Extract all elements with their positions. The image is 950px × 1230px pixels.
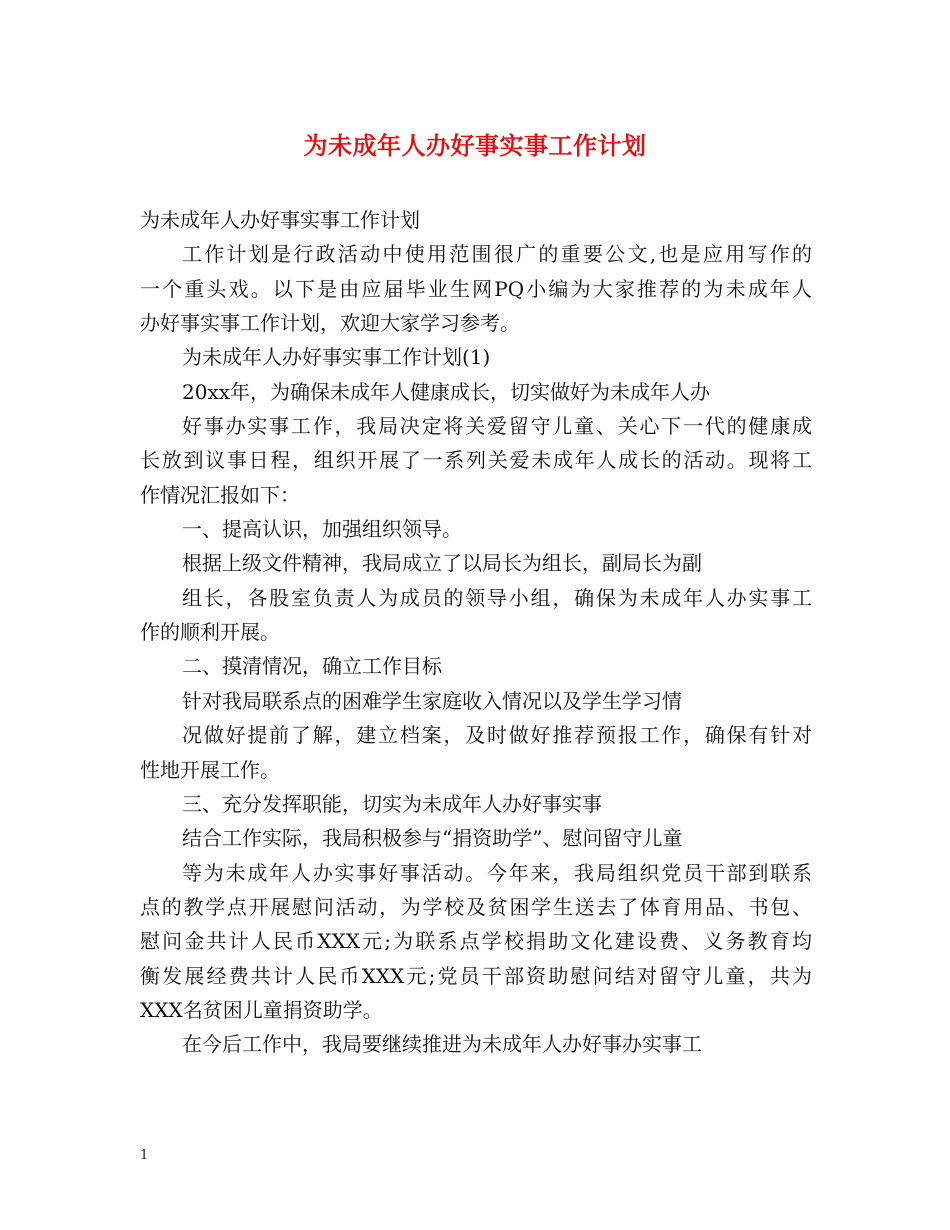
body-line: 办好事实事工作计划，欢迎大家学习参考。 — [140, 311, 520, 336]
body-line: 针对我局联系点的困难学生家庭收入情况以及学生学习情 — [182, 688, 682, 713]
document-body — [140, 203, 812, 1062]
body-line: 在今后工作中，我局要继续推进为未成年人办好事办实事工 — [182, 1032, 702, 1057]
section-heading: 一、提高认识，加强组织领导。 — [182, 517, 462, 542]
section-heading: 为未成年人办好事实事工作计划(1) — [182, 345, 491, 370]
body-line: 根据上级文件精神，我局成立了以局长为组长，副局长为副 — [182, 551, 702, 576]
section-heading: 三、充分发挥职能，切实为未成年人办好事实事 — [182, 791, 602, 816]
body-line: 况做好提前了解，建立档案，及时做好推荐预报工作，确保有针对 — [182, 723, 812, 748]
body-line: 20xx年，为确保未成年人健康成长，切实做好为未成年人办 — [182, 379, 711, 404]
section-heading: 二、摸清情况，确立工作目标 — [182, 654, 442, 679]
body-line: 好事办实事工作，我局决定将关爱留守儿童、关心下一代的健康成 — [182, 414, 812, 439]
body-line: 结合工作实际，我局积极参与“捐资助学”、慰问留守儿童 — [182, 826, 683, 851]
body-line: 点的教学点开展慰问活动，为学校及贫困学生送去了体育用品、书包、 — [140, 894, 812, 919]
page-number: 1 — [140, 1148, 149, 1163]
body-line: 慰问金共计人民币XXX元;为联系点学校捐助文化建设费、义务教育均 — [140, 929, 812, 954]
body-line: 为未成年人办好事实事工作计划 — [140, 208, 420, 232]
body-line: 组长，各股室负责人为成员的领导小组，确保为未成年人办实事工 — [182, 585, 812, 610]
body-line: 作情况汇报如下： — [140, 482, 300, 507]
body-line: 衡发展经费共计人民币XXX元;党员干部资助慰问结对留守儿童，共为 — [140, 963, 812, 988]
document-title: 为未成年人办好事实事工作计划 — [303, 132, 647, 160]
body-line: 性地开展工作。 — [140, 757, 280, 782]
body-line: 工作计划是行政活动中使用范围很广的重要公文,也是应用写作的 — [182, 242, 812, 267]
body-line: 一个重头戏。以下是由应届毕业生网PQ小编为大家推荐的为未成年人 — [140, 276, 812, 301]
body-line: 长放到议事日程，组织开展了一系列关爱未成年人成长的活动。现将工 — [140, 448, 812, 473]
body-line: 作的顺利开展。 — [140, 620, 280, 645]
body-line: 等为未成年人办实事好事活动。今年来，我局组织党员干部到联系 — [182, 860, 812, 885]
body-line: XXX名贫困儿童捐资助学。 — [140, 997, 383, 1022]
